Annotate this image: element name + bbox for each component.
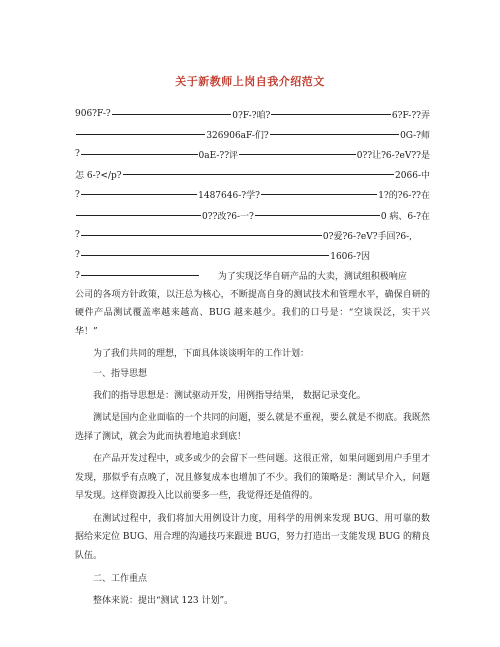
paragraph-start: 为了实现泛华自研产品的大卖，测试组积极响应 xyxy=(217,272,407,283)
garbled-text: 1?的?6-??在 xyxy=(378,191,430,202)
garbled-text: ? xyxy=(75,250,80,261)
garbled-text: 0G-?师 xyxy=(400,130,431,141)
mixed-row xyxy=(75,266,430,286)
garbled-row xyxy=(75,104,430,124)
garbled-text: 6?F-??弄 xyxy=(391,110,430,121)
paragraph: 为了我们共同的理想，下面具体谈谈明年的工作计划： xyxy=(93,349,310,360)
paragraph: 公司的各项方针政策，以汪总为核心，不断提高自身的测试技术和管理水平，确保自研的硬件产品测试覆盖率越来越高、BUG 越来越少。我们的口号是：“空谈误泛，实干兴华！” xyxy=(75,289,430,337)
underline-rule xyxy=(81,194,197,195)
paragraph: 在产品开发过程中，或多或少的会留下一些问题。这很正常，如果问题到用户手里才发现，那似乎有点晚了，况且修复成本也增加了不少。我们的策略是：测试早介入，问题早发现。这样资源投入比以前要多一些，我觉得还是值得的。 xyxy=(75,454,430,502)
garbled-row xyxy=(75,225,430,245)
garbled-text: 0?爱?6-?eV?手回?6-, xyxy=(322,231,412,242)
garbled-text: 0??让?6-?eV??是 xyxy=(356,150,431,161)
section-heading: 一、指导思想 xyxy=(93,368,148,379)
garbled-text: 0aE-??评 xyxy=(198,150,239,161)
underline-rule xyxy=(76,215,201,216)
garbled-row xyxy=(75,124,430,144)
garbled-row xyxy=(75,205,430,225)
garbled-row xyxy=(75,144,430,164)
underline-rule xyxy=(76,134,205,135)
garbled-text: 1487646-?学? xyxy=(198,191,260,202)
underline-rule xyxy=(239,154,356,155)
garbled-text: 0??改?6-一? xyxy=(202,211,254,222)
underline-rule xyxy=(81,255,329,256)
garbled-text: 0 病、6-?在 xyxy=(380,211,431,222)
underline-rule xyxy=(81,275,199,276)
underline-rule xyxy=(271,114,391,115)
garbled-text: 1606-?因 xyxy=(330,251,370,262)
underline-rule xyxy=(123,174,394,175)
underline-rule xyxy=(255,215,380,216)
underline-rule xyxy=(261,194,377,195)
underline-rule xyxy=(81,235,322,236)
underline-rule xyxy=(270,134,399,135)
garbled-text: ? xyxy=(75,230,80,241)
section-heading: 二、工作重点 xyxy=(93,574,148,585)
paragraph: 整体来说：提出“测试 123 计划”。 xyxy=(93,596,234,607)
garbled-text: 2066-中 xyxy=(395,171,430,182)
garbled-row xyxy=(75,245,430,265)
document-body xyxy=(75,104,430,611)
garbled-text: 906?F-? xyxy=(75,109,111,120)
document-title: 关于新教师上岗自我介绍范文 xyxy=(175,75,325,88)
garbled-text: ? xyxy=(75,270,80,281)
garbled-text: 怎 6-?</p? xyxy=(75,171,122,182)
garbled-row xyxy=(75,185,430,205)
paragraph: 我们的指导思想是：测试驱动开发，用例指导结果， 数据记录变化。 xyxy=(93,390,366,401)
garbled-text: ? xyxy=(75,189,80,200)
underline-rule xyxy=(112,114,232,115)
underline-rule xyxy=(81,154,198,155)
garbled-text: 0?F-?咱? xyxy=(232,110,271,121)
paragraph: 在测试过程中，我们将加大用例设计力度，用科学的用例来发现 BUG、用可靠的数据给来定位 BUG、用合理的沟通技巧来跟进 BUG，努力打造出一支能发现 BUG 的精良队伍。 xyxy=(75,513,430,561)
garbled-row xyxy=(75,165,430,185)
garbled-text: 326906aF-们? xyxy=(206,130,269,141)
paragraph: 测试是国内企业面临的一个共同的问题，要么就是不重视，要么就是不彻底。我既然选择了测试，就会为此而执着地追求到底！ xyxy=(75,413,430,442)
garbled-text: ? xyxy=(75,149,80,160)
